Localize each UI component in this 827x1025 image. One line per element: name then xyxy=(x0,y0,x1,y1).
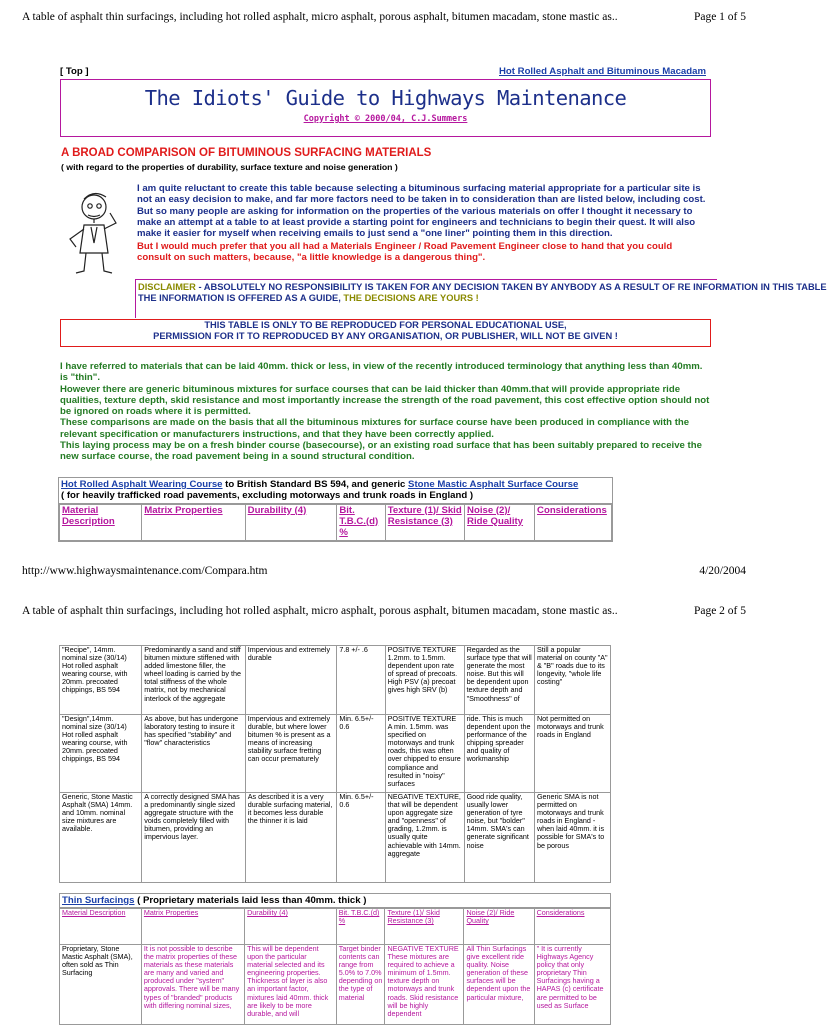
header-noise-ride: Noise (2)/ Ride Quality xyxy=(464,909,534,945)
table-row xyxy=(60,945,611,1025)
thin-row-matrix: It is not possible to describe the matrix properties of these materials as these materials are many and varied and produced under "system" approvals. There will be many types of "branded" products with differing nominal sizes, xyxy=(141,945,244,1025)
table2 xyxy=(59,645,611,883)
row3-matrix: A correctly designed SMA has a predominantly single sized aggregate structure with the voids completely filled with bitumen, providing an impervious layer. xyxy=(142,793,246,883)
header-durability: Durability (4) xyxy=(245,504,337,540)
page1-footer-date: 4/20/2004 xyxy=(699,565,746,577)
row3-noise: Good ride quality, usually lower generation of tyre noise, but "bolder" 14mm. SMA's can generate significant noise xyxy=(464,793,534,883)
thin-row-noise: All Thin Surfacings give excellent ride quality. Noise generation of these surfaces will be dependent upon the particular mixture, xyxy=(464,945,534,1025)
table-row xyxy=(60,715,611,793)
thin-row-bitumen: Target binder contents can range from 5.0% to 7.0% depending on the type of material xyxy=(336,945,385,1025)
table1-subtitle: ( for heavily trafficked road pavements, excluding motorways and trunk roads in England ) xyxy=(61,490,474,502)
row3-durability: As described it is a very durable surfacing material, it becomes less durable the thinner it is laid xyxy=(245,793,337,883)
row2-durability: Impervious and extremely durable, but where lower bitumen % is present as a means of increasing stability surface fretting can occur prematurely xyxy=(245,715,337,793)
thin-surfacings-title: Thin Surfacings ( Proprietary materials laid less than 40mm. thick ) xyxy=(59,893,611,908)
disclaimer-label: DISCLAIMER xyxy=(138,282,196,292)
title-box xyxy=(60,79,711,137)
table-row xyxy=(60,793,611,883)
page2-page-label: Page 2 of 5 xyxy=(693,605,746,617)
hot-rolled-asphalt-wearing-course-link[interactable]: Hot Rolled Asphalt Wearing Course xyxy=(61,479,223,490)
intro-warning: But I would much prefer that you all had a Materials Engineer / Road Pavement Engineer close to hand that you could consult on such matters, because, "a little knowledge is a dangerous thing". xyxy=(137,241,673,264)
row1-durability: Impervious and extremely durable xyxy=(245,646,337,715)
hot-rolled-asphalt-link[interactable]: Hot Rolled Asphalt and Bituminous Macadam xyxy=(499,66,706,77)
row3-texture: NEGATIVE TEXTURE, that will be dependent upon aggregate size and "openness" of grading, 1.2mm. is usually quite achievable with 14mm. aggregate xyxy=(385,793,464,883)
row2-noise: ride. This is much dependent upon the performance of the chipping spreader and quality of workmanship xyxy=(464,715,534,793)
row1-bitumen: 7.8 +/- .6 xyxy=(337,646,385,715)
thin-row-material: Proprietary, Stone Mastic Asphalt (SMA), often sold as Thin Surfacing xyxy=(60,945,142,1025)
row3-considerations: Generic SMA is not permitted on motorways and trunk roads in England - when laid 40mm. it is possible for SMA's to be porous xyxy=(534,793,610,883)
table1-title: Hot Rolled Asphalt Wearing Course to British Standard BS 594, and generic Stone Mastic Asphalt Surface Course ( for heavily trafficked road pavements, excluding motorways and trunk roads in England ) xyxy=(59,478,612,504)
header-durability: Durability (4) xyxy=(245,909,337,945)
table1 xyxy=(58,477,613,542)
header-material-description: Material Description xyxy=(60,504,142,540)
thin-row-durability: This will be dependent upon the particular material selected and its engineering properties. Thickness of layer is also an important factor, mixtures laid 40mm. thick are likely to be more durable, and will xyxy=(245,945,337,1025)
row2-considerations: Not permitted on motorways and trunk roads in England xyxy=(534,715,610,793)
disclaimer-text: DISCLAIMER - ABSOLUTELY NO RESPONSIBILITY IS TAKEN FOR ANY DECISION TAKEN BY ANYBODY AS A RESULT OF RE INFORMATION IN THIS TABLE xyxy=(138,282,827,292)
header-matrix-properties: Matrix Properties xyxy=(142,504,245,540)
thin-row-texture: NEGATIVE TEXTURE These mixtures are required to achieve a minimum of 1.5mm. texture depth on motorways and trunk roads. Skid resistance will be highly dependent xyxy=(385,945,464,1025)
stone-mastic-asphalt-link[interactable]: Stone Mastic Asphalt Surface Course xyxy=(408,479,579,490)
row1-matrix: Predominantly a sand and stiff bitumen mixture stiffened with added limestone filler, the wheel loading is carried by the total stiffness of the whole matrix, not by mechanical interlock of the aggregate xyxy=(142,646,246,715)
intro-paragraph: I am quite reluctant to create this table because selecting a bituminous surfacing material appropriate for a particular site is not an easy decision to make, and far more factors need to be taken in to consideration than are listed below, including cost. But so many people are asking for information on the properties of the various materials on offer I thought it necessary to make an attempt at a table to at least provide a starting point for engineers and technicians to begin their quest. It will also make it easier for myself when receiving emails to just send a "one liner" pointing them in this direction. xyxy=(137,183,706,240)
copyright-text: Copyright © 2000/04, C.J.Summers xyxy=(303,114,468,124)
thin-surfacings-link[interactable]: Thin Surfacings xyxy=(62,895,135,906)
table1-header-row xyxy=(59,504,612,541)
thin-row-considerations: " It is currently Highways Agency policy that only proprietary Thin Surfacings having a HAPAS (c) certificate are permitted to be used as Surface xyxy=(534,945,610,1025)
row1-texture: POSITIVE TEXTURE 1.2mm. to 1.5mm. dependent upon rate of spread of precoats. High PSV (a) precoat gives high SRV (b) xyxy=(385,646,464,715)
page1-page-label: Page 1 of 5 xyxy=(693,11,746,23)
row2-texture: POSITIVE TEXTURE A min. 1.5mm. was specified on motorways and trunk roads, this was often over chipped to ensure compliance and resulted in "noisy" surfaces xyxy=(385,715,464,793)
page2-header-title: A table of asphalt thin surfacings, including hot rolled asphalt, micro asphalt, porous asphalt, bitumen macadam, stone mastic as.. xyxy=(22,605,618,617)
row2-bitumen: Min. 6.5+/- 0.6 xyxy=(337,715,385,793)
row1-considerations: Still a popular material on county "A" & "B" roads due to its longevity, "whole life costing" xyxy=(534,646,610,715)
table-row xyxy=(60,646,611,715)
section-subheading: ( with regard to the properties of durability, surface texture and noise generation ) xyxy=(61,162,398,172)
header-considerations: Considerations xyxy=(534,909,610,945)
header-noise-ride: Noise (2)/ Ride Quality xyxy=(465,504,535,540)
row2-matrix: As above, but has undergone laboratory testing to insure it has specified "stability" and "flow" characteristics xyxy=(142,715,246,793)
row2-material: "Design",14mm. nominal size (30/14) Hot rolled asphalt wearing course, with 20mm. precoated chippings, BS 594 xyxy=(60,715,142,793)
page1-header-title: A table of asphalt thin surfacings, including hot rolled asphalt, micro asphalt, porous asphalt, bitumen macadam, stone mastic as.. xyxy=(22,11,618,23)
header-bitumen-content: Bit. T.B.C.(d) % xyxy=(336,909,385,945)
reproduction-notice: THIS TABLE IS ONLY TO BE REPRODUCED FOR PERSONAL EDUCATIONAL USE, PERMISSION FOR IT TO REPRODUCED BY ANY ORGANISATION, OR PUBLISHER, WILL NOT BE GIVEN ! xyxy=(60,319,711,347)
header-texture-skid: Texture (1)/ Skid Resistance (3) xyxy=(385,909,464,945)
site-title: The Idiots' Guide to Highways Maintenance xyxy=(144,86,627,110)
header-considerations: Considerations xyxy=(535,504,612,540)
disclaimer-box xyxy=(135,279,827,318)
row1-noise: Regarded as the surface type that will generate the most noise. But this will be dependent upon texture depth and "Smoothness" of xyxy=(464,646,534,715)
header-matrix-properties: Matrix Properties xyxy=(141,909,244,945)
section-heading: A BROAD COMPARISON OF BITUMINOUS SURFACING MATERIALS xyxy=(61,147,432,159)
page1-footer-url: http://www.highwaysmaintenance.com/Compara.htm xyxy=(22,565,268,577)
header-material-description: Material Description xyxy=(60,909,142,945)
disclaimer-guide: THE INFORMATION IS OFFERED AS A GUIDE, THE DECISIONS ARE YOURS ! xyxy=(138,293,479,304)
top-link[interactable]: [ Top ] xyxy=(60,66,89,77)
thinking-man-cartoon-icon xyxy=(58,187,130,277)
row3-bitumen: Min. 6.5+/- 0.6 xyxy=(337,793,385,883)
row3-material: Generic, Stone Mastic Asphalt (SMA) 14mm. and 10mm. nominal size mixtures are available. xyxy=(60,793,142,883)
table3-header-row xyxy=(60,909,611,945)
header-texture-skid: Texture (1)/ Skid Resistance (3) xyxy=(385,504,464,540)
materials-explanation: I have referred to materials that can be laid 40mm. thick or less, in view of the recently introduced terminology that anything less than 40mm. is "thin". However there are generic bituminous mixtures for surface courses that can be laid thicker than 40mm.that will provide appropriate ride qualities, texture depth, skid resistance and most importantly increase the strength of the road pavement, this cost effective option should not be ignored on roads where it is permitted. These comparisons are made on the basis that all the bituminous mixtures for surface course have been produced in compliance with the relevant specification or manufacturers instructions, and that they have been correctly applied. This laying process may be on a fresh binder course (basecourse), or an existing road surface that has been suitably prepared to receive the new surface course, the road pavement being in a sound structural condition. xyxy=(60,361,710,463)
table3 xyxy=(59,908,611,1025)
row1-material: "Recipe", 14mm. nominal size (30/14) Hot rolled asphalt wearing course, with 20mm. precoated chippings, BS 594 xyxy=(60,646,142,715)
header-bitumen-content: Bit. T.B.C.(d) % xyxy=(337,504,385,540)
